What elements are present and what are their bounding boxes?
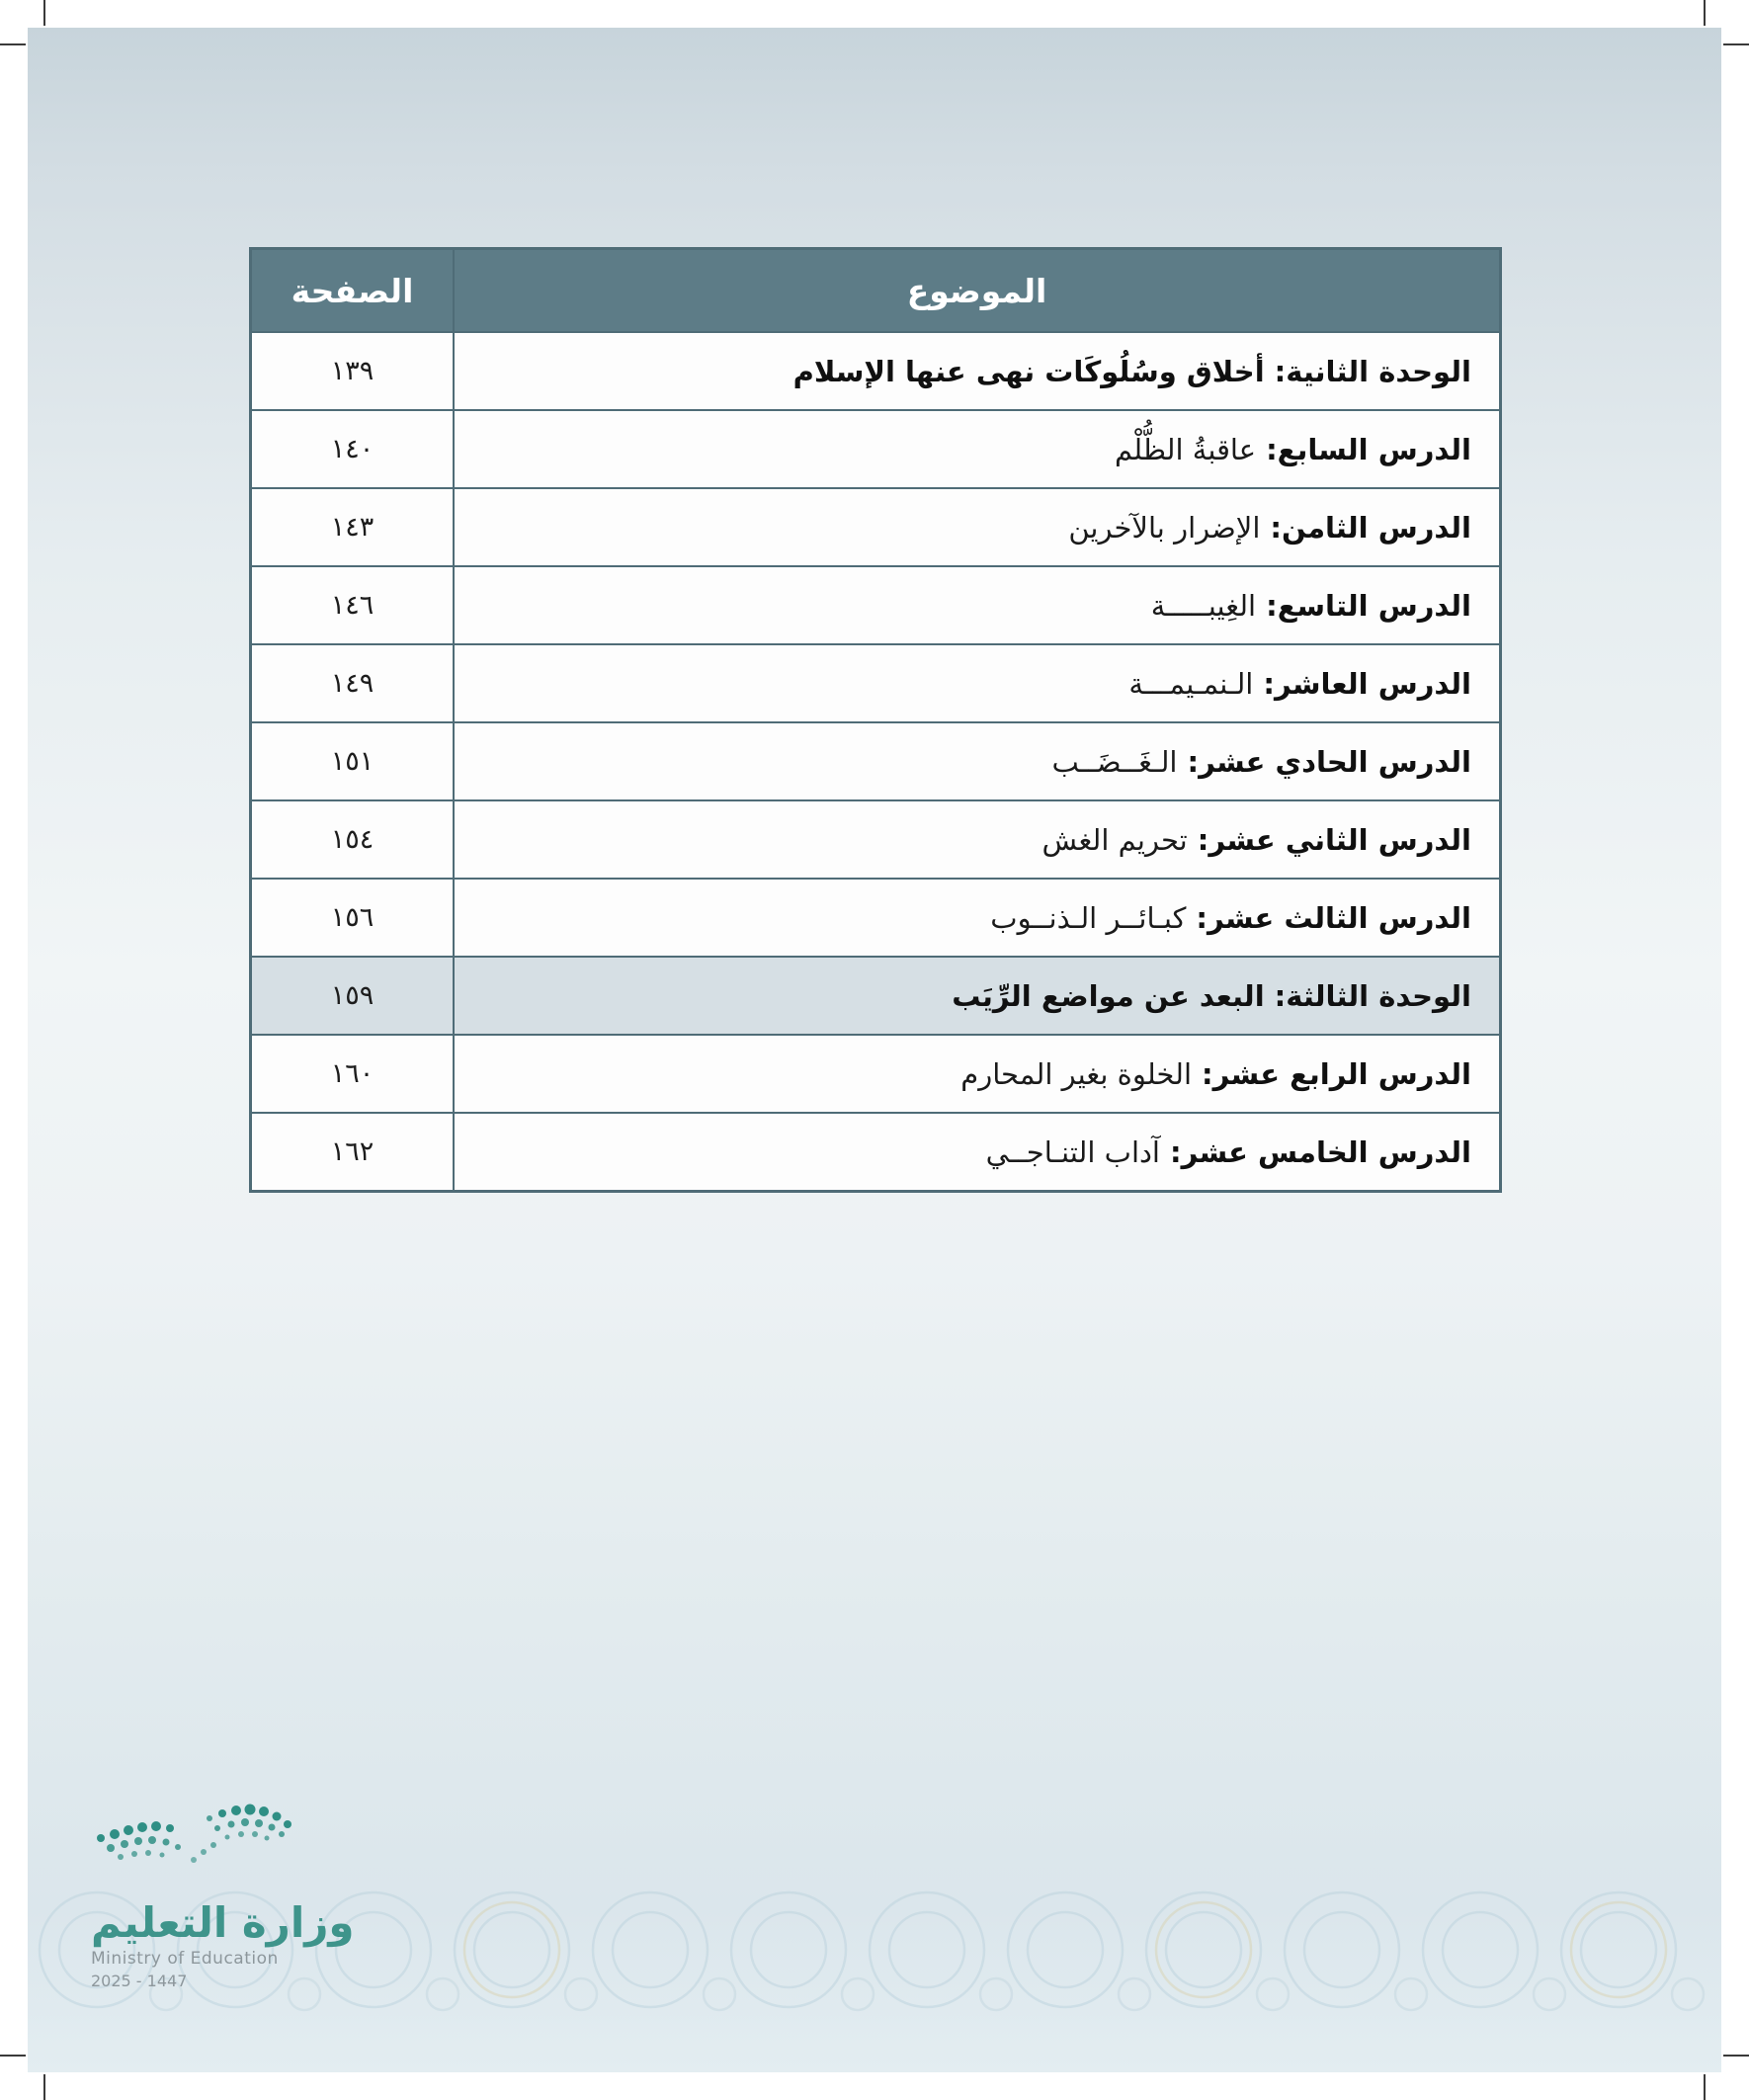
lesson-label: الدرس السابع: bbox=[1266, 432, 1471, 466]
table-row-lesson-13 bbox=[252, 878, 1499, 956]
topic-cell bbox=[455, 489, 1499, 565]
crop-mark bbox=[1723, 43, 1749, 45]
lesson-label: الدرس الثامن: bbox=[1270, 510, 1471, 545]
page-cell bbox=[252, 1036, 455, 1112]
lesson-title: الـغَــضَــب bbox=[1051, 744, 1178, 779]
page-cell bbox=[252, 333, 455, 409]
page-number: ١٤٠ bbox=[330, 434, 375, 464]
topic-cell bbox=[455, 411, 1499, 487]
lesson-label: الدرس الحادي عشر: bbox=[1187, 744, 1471, 779]
topic-column-header bbox=[455, 250, 1499, 331]
table-row-lesson-12 bbox=[252, 799, 1499, 878]
page-cell bbox=[252, 1114, 455, 1190]
topic-cell bbox=[455, 723, 1499, 799]
topic-cell bbox=[455, 333, 1499, 409]
crop-mark bbox=[0, 2055, 26, 2057]
table-row-unit-2 bbox=[252, 331, 1499, 409]
lesson-label: الدرس التاسع: bbox=[1266, 588, 1471, 623]
topic-cell bbox=[455, 645, 1499, 721]
table-row-lesson-8 bbox=[252, 487, 1499, 565]
page-cell bbox=[252, 489, 455, 565]
page-cell bbox=[252, 723, 455, 799]
toc-table bbox=[249, 247, 1502, 1193]
lesson-label: الدرس الخامس عشر: bbox=[1169, 1134, 1471, 1169]
page-number: ١٦٢ bbox=[330, 1136, 375, 1167]
crop-mark bbox=[1704, 0, 1706, 26]
table-row-lesson-7 bbox=[252, 409, 1499, 487]
page-cell bbox=[252, 567, 455, 643]
lesson-label: الدرس الثالث عشر: bbox=[1196, 900, 1471, 935]
lesson-title: الـنمـيمـــة bbox=[1128, 666, 1254, 701]
crop-mark bbox=[0, 43, 26, 45]
lesson-label: الدرس الثاني عشر: bbox=[1197, 822, 1471, 857]
topic-cell bbox=[455, 958, 1499, 1034]
table-row-lesson-11 bbox=[252, 721, 1499, 799]
lesson-title: الإضرار بالآخرين bbox=[1068, 510, 1261, 545]
toc-header-row bbox=[252, 250, 1499, 331]
ministry-logo-dots-icon bbox=[91, 1801, 308, 1899]
page-number: ١٥١ bbox=[330, 746, 375, 777]
table-row-lesson-14 bbox=[252, 1034, 1499, 1112]
ministry-logo bbox=[91, 1801, 377, 1990]
table-row-lesson-10 bbox=[252, 643, 1499, 721]
page-cell bbox=[252, 645, 455, 721]
lesson-label: الدرس العاشر: bbox=[1263, 666, 1471, 701]
page-number: ١٥٩ bbox=[330, 980, 375, 1011]
lesson-title: آداب التنـاجــي bbox=[985, 1134, 1160, 1169]
page-number: ١٤٦ bbox=[330, 590, 375, 621]
page-column-header bbox=[252, 250, 455, 331]
topic-cell bbox=[455, 1114, 1499, 1190]
unit-label: الوحدة الثانية: bbox=[1274, 354, 1471, 388]
crop-mark bbox=[43, 0, 45, 26]
page-cell bbox=[252, 958, 455, 1034]
topic-cell bbox=[455, 1036, 1499, 1112]
page-number: ١٣٩ bbox=[330, 356, 375, 386]
lesson-label: الدرس الرابع عشر: bbox=[1202, 1056, 1471, 1091]
page-number: ١٦٠ bbox=[330, 1058, 375, 1089]
page-cell bbox=[252, 411, 455, 487]
page-number: ١٥٦ bbox=[330, 902, 375, 933]
unit-title: البعد عن مواضع الرِّيَب bbox=[952, 978, 1265, 1013]
crop-mark bbox=[43, 2074, 45, 2100]
lesson-title: كبـائــر الـذنــوب bbox=[990, 900, 1187, 935]
page-column-title: الصفحة bbox=[291, 271, 414, 310]
ministry-name-english: Ministry of Education bbox=[91, 1949, 279, 1970]
page-cell bbox=[252, 801, 455, 878]
lesson-title: الخلوة بغير المحارم bbox=[960, 1056, 1193, 1091]
table-row-unit-3 bbox=[252, 956, 1499, 1034]
page-number: ١٥٤ bbox=[330, 824, 375, 855]
table-row-lesson-9 bbox=[252, 565, 1499, 643]
unit-title: أخلاق وسُلُوكَات نهى عنها الإسلام bbox=[792, 354, 1265, 388]
unit-label: الوحدة الثالثة: bbox=[1274, 978, 1471, 1013]
ministry-years: 2025 - 1447 bbox=[91, 1972, 188, 1991]
lesson-title: الغِيبـــــة bbox=[1150, 588, 1257, 623]
topic-cell bbox=[455, 567, 1499, 643]
crop-mark bbox=[1723, 2055, 1749, 2057]
lesson-title: عاقبةُ الظُّلْم bbox=[1114, 432, 1257, 466]
lesson-title: تحريم الغش bbox=[1041, 822, 1188, 857]
topic-cell bbox=[455, 801, 1499, 878]
topic-cell bbox=[455, 880, 1499, 956]
topic-column-title: الموضوع bbox=[906, 271, 1047, 310]
page-cell bbox=[252, 880, 455, 956]
table-row-lesson-15 bbox=[252, 1112, 1499, 1190]
page-number: ١٤٩ bbox=[330, 668, 375, 699]
page-number: ١٤٣ bbox=[330, 512, 375, 543]
crop-mark bbox=[1704, 2074, 1706, 2100]
ministry-name-arabic: وزارة التعليم bbox=[91, 1898, 355, 1947]
